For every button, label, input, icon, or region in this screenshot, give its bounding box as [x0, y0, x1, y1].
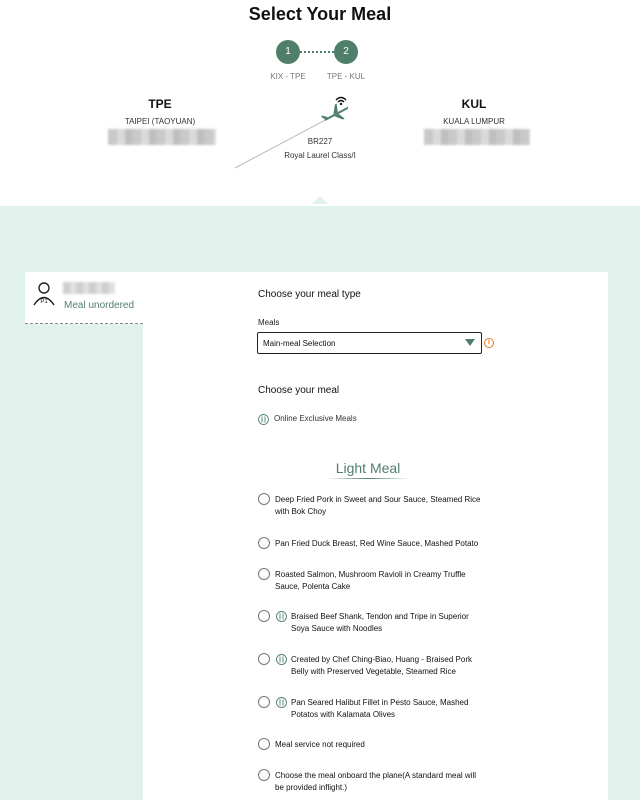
origin-detail-redacted — [108, 129, 216, 145]
passenger-tab[interactable] — [25, 272, 143, 324]
meal-option-label: Choose the meal onboard the plane(A standard meal will be provided inflight.) — [275, 771, 477, 792]
utensils-icon — [276, 654, 287, 665]
meal-option-label: Meal service not required — [275, 740, 365, 749]
airplane-icon — [320, 103, 352, 123]
meal-radio[interactable] — [258, 493, 270, 505]
meal-type-select[interactable] — [257, 332, 482, 354]
meal-option-label: Pan Seared Halibut Fillet in Pesto Sauce, Mashed Potatos with Kalamata Olives — [291, 698, 469, 719]
step-1-circle[interactable]: 1 — [276, 40, 300, 64]
meal-type-heading: Choose your meal type — [258, 289, 361, 300]
meal-selection-panel — [143, 272, 608, 800]
chevron-down-icon — [465, 339, 475, 346]
step-connector — [300, 51, 334, 53]
page-title: Select Your Meal — [248, 4, 392, 24]
utensils-icon — [276, 697, 287, 708]
meal-radio[interactable] — [258, 769, 270, 781]
info-icon[interactable]: i — [484, 338, 494, 348]
destination-detail-redacted — [424, 129, 530, 145]
meal-radio[interactable] — [258, 738, 270, 750]
origin-name: TAIPEI (TAOYUAN) — [124, 117, 196, 126]
category-underline — [326, 478, 410, 479]
meal-option-label: Pan Fried Duck Breast, Red Wine Sauce, Mashed Potato — [275, 539, 479, 548]
meal-option-label: Roasted Salmon, Mushroom Ravioli in Creamy Truffle Sauce, Polenta Cake — [275, 570, 466, 591]
cabin-class: Royal Laurel Class/I — [284, 151, 356, 160]
meal-option-label: Created by Chef Ching-Biao, Huang - Braised Pork Belly with Preserved Vegetable, Steamed Rice — [291, 655, 472, 676]
step-2-label: TPE - KUL — [326, 72, 366, 81]
step-indicator — [0, 40, 640, 84]
utensils-icon — [276, 611, 287, 622]
meals-label: Meals — [258, 318, 280, 327]
avatar-tag: P1 — [40, 299, 48, 305]
meal-type-value: Main-meal Selection — [263, 339, 336, 348]
destination-code: KUL — [461, 97, 487, 111]
utensils-icon — [258, 414, 269, 425]
meal-radio[interactable] — [258, 537, 270, 549]
step-1-label: KIX - TPE — [270, 72, 306, 81]
person-icon — [33, 282, 55, 306]
flight-number: BR227 — [307, 137, 333, 146]
meal-status: Meal unordered — [64, 300, 135, 311]
meal-option-label: Deep Fried Pork in Sweet and Sour Sauce, Steamed Rice with Bok Choy — [275, 495, 481, 516]
choose-meal-heading: Choose your meal — [258, 385, 340, 396]
step-2-circle[interactable]: 2 — [334, 40, 358, 64]
origin-code: TPE — [148, 97, 172, 111]
meal-radio[interactable] — [258, 568, 270, 580]
meal-radio[interactable] — [258, 653, 270, 665]
meal-option-label: Braised Beef Shank, Tendon and Tripe in Superior Soya Sauce with Noodles — [291, 612, 469, 633]
passenger-name-redacted — [63, 282, 115, 294]
destination-name: KUALA LUMPUR — [443, 117, 505, 126]
online-exclusive-legend: Online Exclusive Meals — [274, 414, 357, 423]
meal-radio[interactable] — [258, 696, 270, 708]
meal-radio[interactable] — [258, 610, 270, 622]
category-heading: Light Meal — [335, 460, 401, 476]
